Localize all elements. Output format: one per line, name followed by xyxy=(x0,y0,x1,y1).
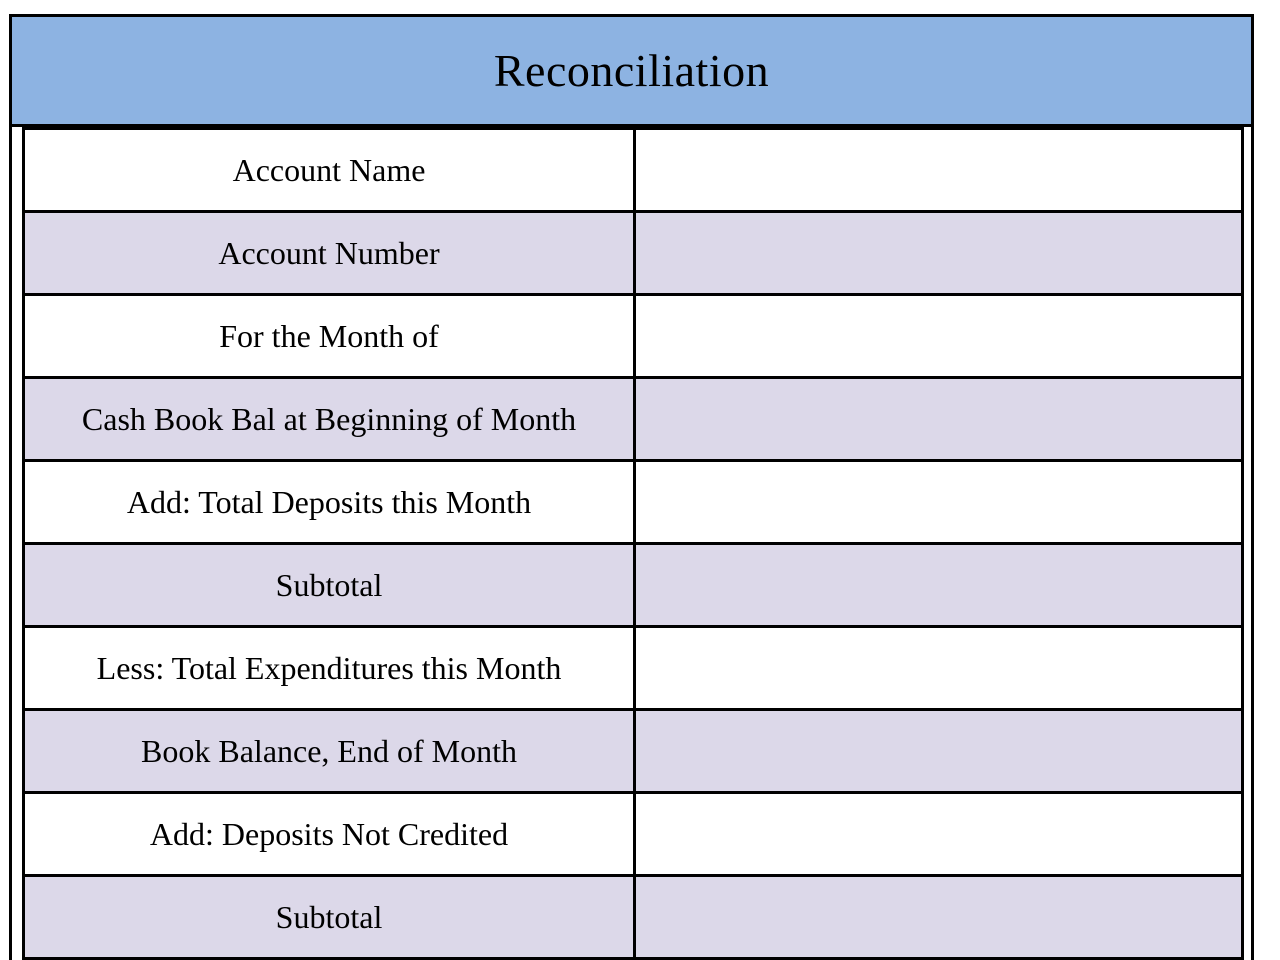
table-row xyxy=(24,876,1243,959)
form-header xyxy=(9,14,1254,127)
row-label: Subtotal xyxy=(24,876,635,959)
row-value-cell[interactable] xyxy=(635,876,1243,959)
row-label: Book Balance, End of Month xyxy=(24,710,635,793)
form-frame xyxy=(9,127,1254,960)
table-row xyxy=(24,212,1243,295)
row-label: Less: Total Expenditures this Month xyxy=(24,627,635,710)
row-value-cell[interactable] xyxy=(635,295,1243,378)
row-value-cell[interactable] xyxy=(635,544,1243,627)
row-label: Add: Total Deposits this Month xyxy=(24,461,635,544)
row-value-cell[interactable] xyxy=(635,212,1243,295)
table-row xyxy=(24,378,1243,461)
row-value-cell[interactable] xyxy=(635,793,1243,876)
row-value-cell[interactable] xyxy=(635,710,1243,793)
row-value-cell[interactable] xyxy=(635,129,1243,212)
form-title: Reconciliation xyxy=(493,44,770,96)
row-label: Cash Book Bal at Beginning of Month xyxy=(24,378,635,461)
reconciliation-table-body xyxy=(24,129,1243,959)
row-label: Add: Deposits Not Credited xyxy=(24,793,635,876)
row-label: For the Month of xyxy=(24,295,635,378)
table-row xyxy=(24,793,1243,876)
table-row xyxy=(24,544,1243,627)
row-label: Subtotal xyxy=(24,544,635,627)
reconciliation-table xyxy=(22,127,1244,960)
row-label: Account Name xyxy=(24,129,635,212)
table-row xyxy=(24,129,1243,212)
row-value-cell[interactable] xyxy=(635,627,1243,710)
row-label: Account Number xyxy=(24,212,635,295)
row-value-cell[interactable] xyxy=(635,461,1243,544)
table-row xyxy=(24,627,1243,710)
table-row xyxy=(24,710,1243,793)
table-row xyxy=(24,295,1243,378)
row-value-cell[interactable] xyxy=(635,378,1243,461)
table-row xyxy=(24,461,1243,544)
